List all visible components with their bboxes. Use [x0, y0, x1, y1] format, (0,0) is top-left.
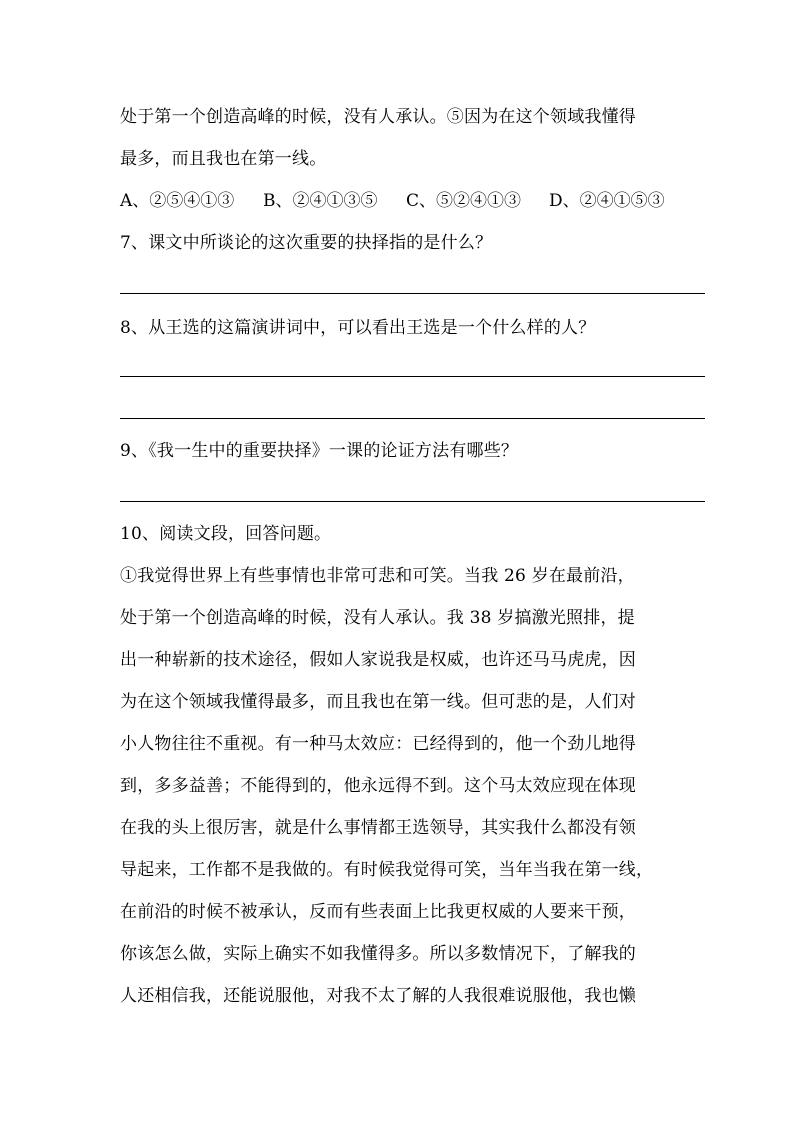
answer-line-q8-1[interactable] — [120, 376, 705, 377]
passage-line: 你该怎么做，实际上确实不如我懂得多。所以多数情况下，了解我的 — [120, 944, 636, 964]
answer-line-q9[interactable] — [120, 501, 705, 502]
passage-line: 处于第一个创造高峰的时候，没有人承认。我 38 岁搞激光照排，提 — [120, 608, 635, 628]
option-c: C、⑤②④①③ — [406, 191, 522, 211]
passage-line: 人还相信我，还能说服他，对我不太了解的人我很难说服他，我也懒 — [120, 986, 636, 1006]
answer-line-q8-2[interactable] — [120, 418, 705, 419]
passage-line: 导起来，工作都不是我做的。有时候我觉得可笑，当年当我在第一线， — [120, 860, 654, 880]
passage-line-intro-2: 最多，而且我也在第一线。 — [120, 149, 327, 169]
q6-options — [120, 191, 665, 211]
passage-line: 为在这个领域我懂得最多，而且我也在第一线。但可悲的是，人们对 — [120, 692, 636, 712]
passage-line: 出一种崭新的技术途径，假如人家说我是权威，也许还马马虎虎，因 — [120, 650, 636, 670]
option-d: D、②④①⑤③ — [549, 191, 665, 211]
question-7: 7、课文中所谈论的这次重要的抉择指的是什么？ — [120, 233, 493, 253]
passage-line: 在我的头上很厉害，就是什么事情都王选领导，其实我什么都没有领 — [120, 818, 636, 838]
option-a: A、②⑤④①③ — [120, 191, 235, 211]
answer-line-q7[interactable] — [120, 293, 705, 294]
question-8: 8、从王选的这篇演讲词中，可以看出王选是一个什么样的人？ — [120, 318, 596, 338]
passage-line-intro-1: 处于第一个创造高峰的时候，没有人承认。⑤因为在这个领域我懂得 — [120, 107, 636, 127]
passage-line: 到，多多益善；不能得到的，他永远得不到。这个马太效应现在体现 — [120, 776, 636, 796]
question-9: 9、《我一生中的重要抉择》一课的论证方法有哪些？ — [120, 441, 519, 461]
option-b: B、②④①③⑤ — [263, 191, 378, 211]
passage-line: ①我觉得世界上有些事情也非常可悲和可笑。当我 26 岁在最前沿， — [120, 566, 635, 586]
passage-line: 在前沿的时候不被承认，反而有些表面上比我更权威的人要来干预， — [120, 902, 636, 922]
passage-line: 小人物往往不重视。有一种马太效应：已经得到的，他一个劲儿地得 — [120, 734, 636, 754]
question-10: 10、阅读文段，回答问题。 — [120, 524, 332, 544]
